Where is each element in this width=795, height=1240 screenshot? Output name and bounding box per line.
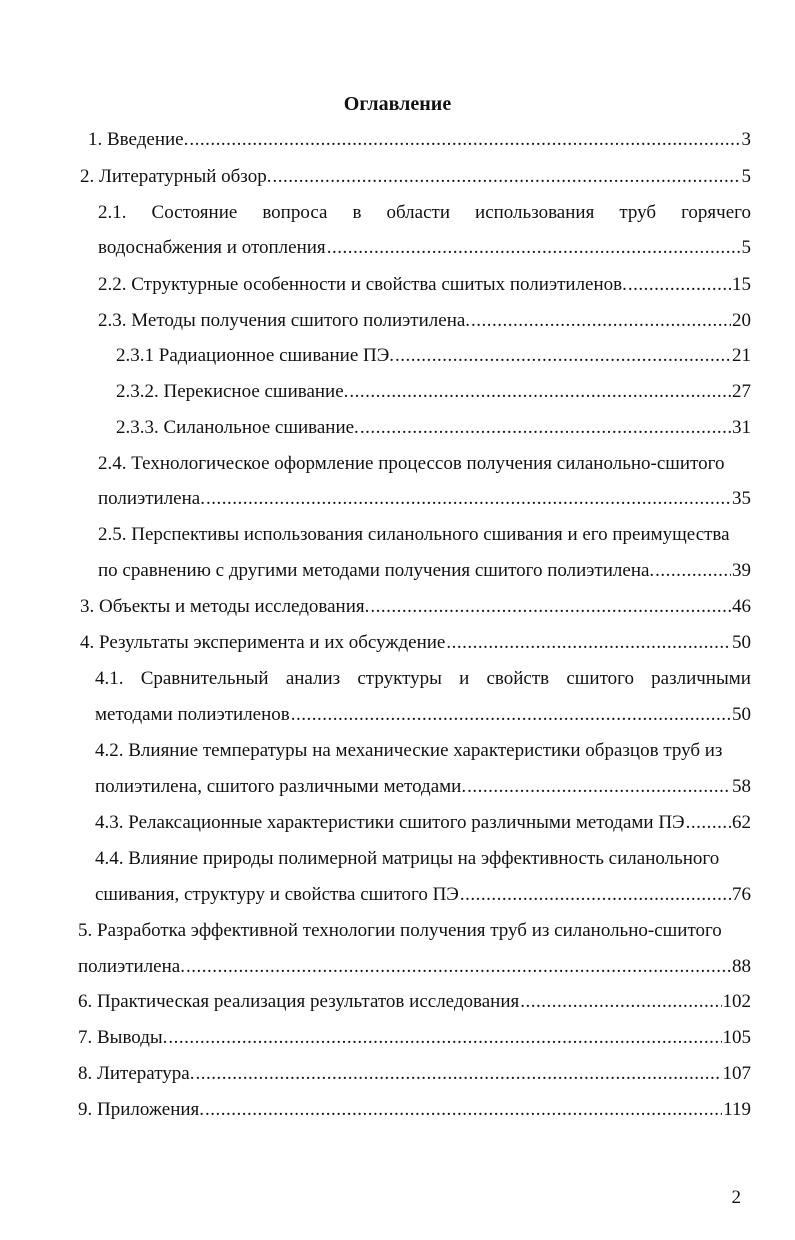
toc-leader [205,1098,722,1122]
toc-page: 21 [732,345,751,366]
toc-entry-1[interactable] [88,128,751,152]
toc-word: сшитого [566,668,634,689]
toc-leader [272,165,740,189]
toc-label: 1. Введение. [88,129,189,150]
toc-page: 102 [722,991,751,1012]
toc-page: 76 [732,884,751,905]
toc-entry-2-5-line1[interactable] [98,523,751,547]
toc-leader [206,487,731,511]
toc-leader [370,595,731,619]
toc-leader [291,703,731,727]
toc-entry-6[interactable] [78,990,751,1014]
toc-leader [349,380,731,404]
toc-entry-2-2[interactable] [98,273,751,297]
toc-page: 35 [732,488,751,509]
toc-page: 3 [741,129,751,150]
toc-word: вопроса [262,202,328,223]
toc-label: 4.4. Влияние природы полимерной матрицы на эффективность силанольного [95,848,720,869]
toc-entry-4-3[interactable] [95,811,751,835]
toc-leader [327,236,741,260]
toc-label: методами полиэтиленов [95,704,290,725]
toc-leader [168,1026,721,1050]
toc-page: 5 [741,237,751,258]
page-title: Оглавление [343,93,452,115]
toc-entry-7[interactable] [78,1026,751,1050]
toc-label: по сравнению с другими методами получения сшитого полиэтилена. [98,560,655,581]
toc-word: структуры [357,668,442,689]
toc-page: 88 [732,956,751,977]
toc-entry-4-2-line1[interactable] [95,739,751,763]
toc-entry-4-4[interactable] [95,883,751,907]
toc-page: 46 [732,596,751,617]
toc-word: использования [475,202,595,223]
toc-word: Состояние [151,202,238,223]
toc-label: сшивания, структуру и свойства сшитого ПЭ [95,884,459,905]
toc-leader [360,416,731,440]
toc-leader [520,990,721,1014]
toc-word: 4.1. [95,668,124,689]
toc-entry-2-4-line1[interactable] [98,452,751,476]
toc-word: различными [651,668,751,689]
toc-label: полиэтилена. [98,488,205,509]
toc-word: 2.1. [98,202,127,223]
toc-word: в [352,202,362,223]
toc-word: Сравнительный [140,668,269,689]
toc-page: 58 [732,776,751,797]
toc-page: 31 [732,417,751,438]
toc-entry-3[interactable] [80,595,751,619]
toc-label: 2. Литературный обзор. [80,166,272,187]
toc-word: области [386,202,450,223]
toc-entry-2[interactable] [80,165,751,189]
toc-entry-2-3-3[interactable] [116,416,751,440]
toc-leader [189,128,740,152]
toc-label: 7. Выводы. [78,1027,168,1048]
toc-leader [395,344,731,368]
toc-leader [195,1062,721,1086]
toc-label: 2.3. Методы получения сшитого полиэтилена. [98,310,471,331]
toc-entry-2-1-line1[interactable] [98,201,751,225]
toc-entry-8[interactable] [78,1062,751,1086]
toc-label: 3. Объекты и методы исследования. [80,596,370,617]
toc-leader [186,955,731,979]
toc-entry-4-2[interactable] [95,775,751,799]
toc-entry-2-4[interactable] [98,487,751,511]
toc-leader [460,883,731,907]
toc-page: 105 [722,1027,751,1048]
toc-label: 2.3.3. Силанольное сшивание. [116,417,359,438]
toc-label: 4.2. Влияние температуры на механические характеристики образцов труб из [95,740,723,761]
toc-page: 50 [732,632,751,653]
toc-label: полиэтилена. [78,956,185,977]
toc-page: 62 [732,812,751,833]
toc-word: и [459,668,470,689]
toc-entry-4-4-line1[interactable] [95,847,751,871]
toc-word: анализ [285,668,341,689]
toc-entry-5-line1[interactable] [78,919,751,943]
toc-page: 107 [722,1063,751,1084]
toc-page: 15 [732,274,751,295]
toc-label: 2.2. Структурные особенности и свойства сшитых полиэтиленов. [98,274,627,295]
toc-entry-4-1-line1[interactable] [95,667,751,691]
toc-entry-4-1[interactable] [95,703,751,727]
toc-page: 5 [741,166,751,187]
toc-label: полиэтилена, сшитого различными методами. [95,776,467,797]
toc-entry-2-3-1[interactable] [116,344,751,368]
toc-leader [686,811,731,835]
toc-label: 2.3.1 Радиационное сшивание ПЭ. [116,345,395,366]
toc-word: труб [619,202,657,223]
toc-label: 2.3.2. Перекисное сшивание. [116,381,349,402]
toc-label: 2.5. Перспективы использования силанольного сшивания и его преимущества [98,524,730,545]
page-number: 2 [731,1187,741,1208]
toc-entry-2-5[interactable] [98,559,751,583]
toc-label: 2.4. Технологическое оформление процессов получения силанольно-сшитого [98,453,725,474]
toc-word: свойств [486,668,550,689]
toc-page: 39 [732,560,751,581]
toc-label: водоснабжения и отопления [98,237,326,258]
toc-label: 5. Разработка эффективной технологии получения труб из силанольно-сшитого [78,920,722,941]
toc-entry-4[interactable] [80,631,751,655]
toc-leader [655,559,731,583]
toc-label: 6. Практическая реализация результатов исследования [78,991,520,1012]
toc-page: 50 [732,704,751,725]
toc-entry-2-1[interactable] [98,236,751,260]
toc-leader [467,775,731,799]
toc-entry-2-3-2[interactable] [116,380,751,404]
toc-label: 4.3. Релаксационные характеристики сшитого различными методами ПЭ [95,812,685,833]
toc-entry-2-3[interactable] [98,309,751,333]
toc-label: 4. Результаты эксперимента и их обсуждение [80,632,446,653]
toc-page: 27 [732,381,751,402]
toc-leader [471,309,731,333]
toc-leader [628,273,731,297]
toc-word: горячего [681,202,751,223]
toc-leader [446,631,731,655]
toc-label: 9. Приложения. [78,1099,205,1120]
toc-page: 20 [732,310,751,331]
toc-page: 119 [723,1099,751,1120]
toc-entry-9[interactable] [78,1098,751,1122]
toc-label: 8. Литература. [78,1063,195,1084]
toc-entry-5[interactable] [78,955,751,979]
